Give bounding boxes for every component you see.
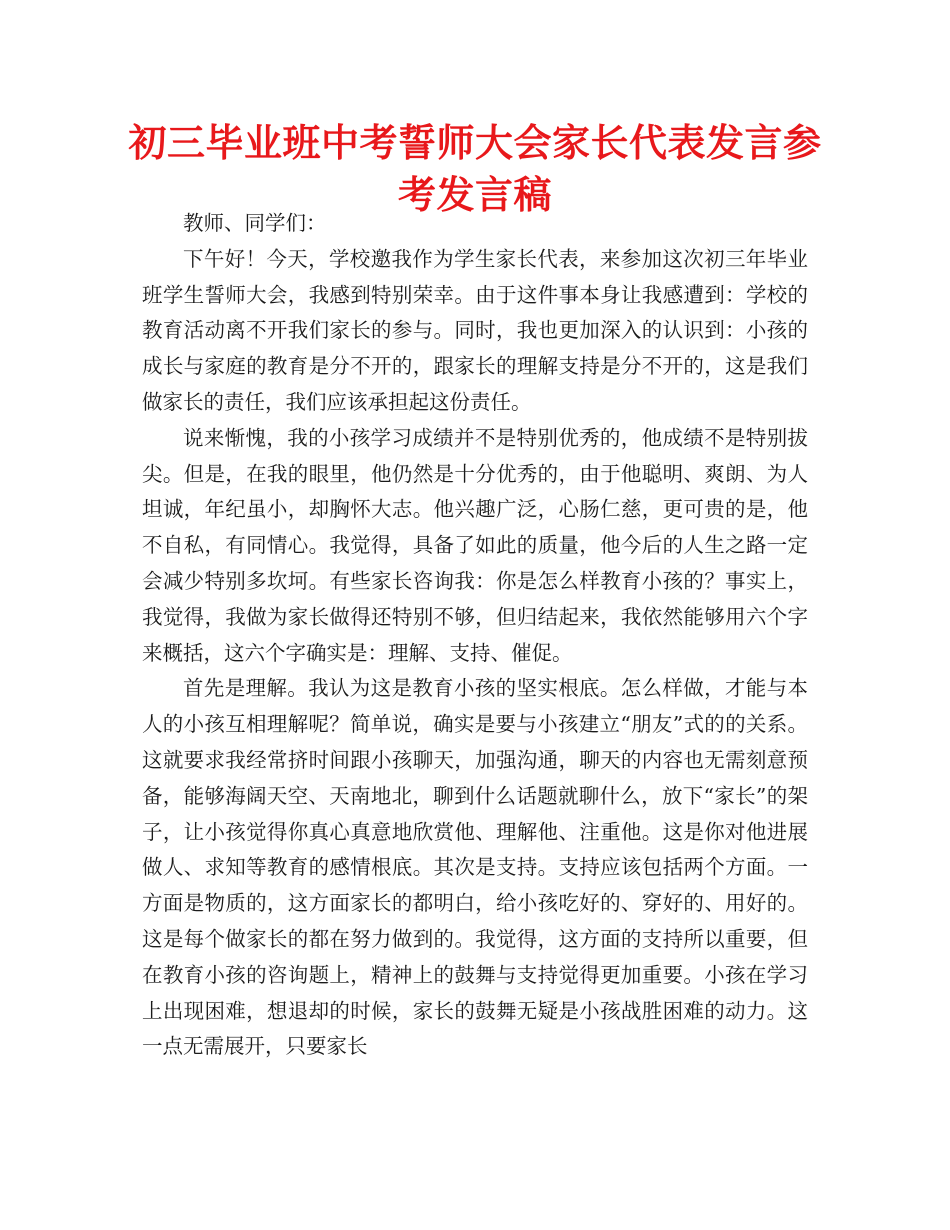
salutation: 教师、同学们：: [183, 211, 327, 235]
document-title: 初三毕业班中考誓师大会家长代表发言参考发言稿: [128, 121, 822, 217]
paragraph: 下午好！今天，学校邀我作为学生家长代表，来参加这次初三年毕业班学生誓师大会，我感到特别荣幸。由于这件事本身让我感遭到：学校的教育活动离不开我们家长的参与。同时，我也更加深入的认识到：小孩的成长与家庭的教育是分不开的，跟家长的理解支持是分不开的，这是我们做家长的责任，我们应该承担起这份责任。: [142, 246, 808, 414]
paragraph: 说来惭愧，我的小孩学习成绩并不是特别优秀的，他成绩不是特别拔尖。但是，在我的眼里，他仍然是十分优秀的，由于他聪明、爽朗、为人坦诚，年纪虽小，却胸怀大志。他兴趣广泛，心肠仁慈，更可贵的是，他不自私，有同情心。我觉得，具备了如此的质量，他今后的人生之路一定会减少特别多坎坷。有些家长咨询我：你是怎么样教育小孩的？事实上，我觉得，我做为家长做得还特别不够，但归结起来，我依然能够用六个字来概括，这六个字确实是：理解、支持、催促。: [142, 425, 808, 665]
paragraph: 首先是理解。我认为这是教育小孩的坚实根底。怎么样做，才能与本人的小孩互相理解呢？简单说，确实是要与小孩建立“朋友”式的的关系。这就要求我经常挤时间跟小孩聊天，加强沟通，聊天的内容也无需刻意预备，能够海阔天空、天南地北，聊到什么话题就聊什么，放下“家长”的架子，让小孩觉得你真心真意地欣赏他、理解他、注重他。这是你对他进展做人、求知等教育的感情根底。其次是支持。支持应该包括两个方面。一方面是物质的，这方面家长的都明白，给小孩吃好的、穿好的、用好的。这是每个做家长的都在努力做到的。我觉得，这方面的支持所以重要，但在教育小孩的咨询题上，精神上的鼓舞与支持觉得更加重要。小孩在学习上出现困难，想退却的时候，家长的鼓舞无疑是小孩战胜困难的动力。这一点无需展开，只要家长: [142, 676, 808, 1059]
document-body: [142, 206, 808, 1065]
